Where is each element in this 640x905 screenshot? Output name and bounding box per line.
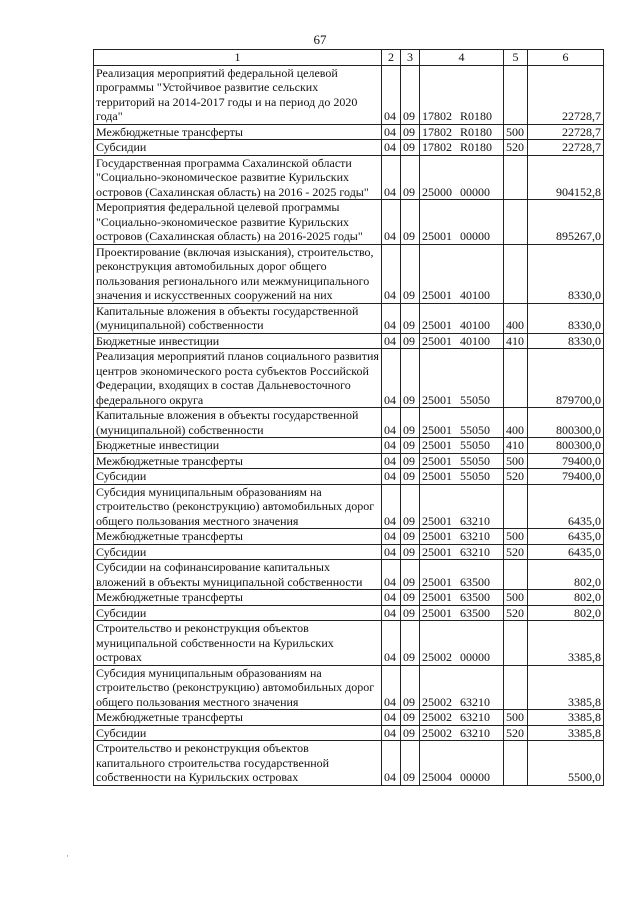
row-name: Межбюджетные трансферты [94, 590, 382, 606]
row-subsection: 09 [401, 710, 420, 726]
row-amount: 802,0 [528, 590, 604, 606]
table-row [94, 65, 604, 124]
row-subsection: 09 [401, 605, 420, 621]
row-section: 04 [382, 621, 401, 666]
row-direction-code: 00000 [460, 184, 490, 199]
row-program-code: 25001 [422, 544, 452, 559]
row-target-article [420, 590, 504, 606]
row-section: 04 [382, 349, 401, 408]
row-program-code: 25001 [422, 513, 452, 528]
row-direction-code: 40100 [460, 333, 490, 348]
row-amount: 802,0 [528, 605, 604, 621]
row-target-article [420, 349, 504, 408]
row-section: 04 [382, 140, 401, 156]
row-section: 04 [382, 200, 401, 245]
row-direction-code: 55050 [460, 422, 490, 437]
row-name: Субсидия муниципальным образованиям на строительство (реконструкцию) автомобильных дорог общего пользования местного значения [94, 665, 382, 710]
row-expense-type: 520 [504, 544, 528, 560]
row-program-code: 25001 [422, 574, 452, 589]
row-subsection: 09 [401, 124, 420, 140]
row-name: Субсидии [94, 140, 382, 156]
row-expense-type: 400 [504, 303, 528, 333]
row-target-article [420, 200, 504, 245]
table-row [94, 605, 604, 621]
row-direction-code: 55050 [460, 453, 490, 468]
row-direction-code: 63500 [460, 605, 490, 620]
row-program-code: 17802 [422, 109, 452, 123]
row-program-code: 25001 [422, 590, 452, 604]
row-amount: 79400,0 [528, 453, 604, 469]
row-direction-code: 40100 [460, 318, 490, 332]
row-program-code: 25001 [422, 392, 452, 407]
row-section: 04 [382, 408, 401, 438]
row-program-code: 25001 [422, 438, 452, 452]
row-section: 04 [382, 155, 401, 200]
row-amount: 904152,8 [528, 155, 604, 200]
row-name: Капитальные вложения в объекты государственной (муниципальной) собственности [94, 303, 382, 333]
row-expense-type: 500 [504, 710, 528, 726]
row-direction-code: 63210 [460, 529, 490, 543]
row-name: Субсидии [94, 725, 382, 741]
row-amount: 5500,0 [528, 741, 604, 786]
table-row [94, 529, 604, 545]
table-row [94, 560, 604, 590]
row-program-code: 25001 [422, 529, 452, 543]
row-program-code: 25002 [422, 710, 452, 724]
row-section: 04 [382, 544, 401, 560]
row-name: Капитальные вложения в объекты государственной (муниципальной) собственности [94, 408, 382, 438]
row-section: 04 [382, 725, 401, 741]
row-subsection: 09 [401, 155, 420, 200]
row-direction-code: 63210 [460, 694, 490, 709]
row-section: 04 [382, 741, 401, 786]
table-row [94, 725, 604, 741]
row-target-article [420, 453, 504, 469]
row-program-code: 25001 [422, 469, 452, 483]
row-program-code: 17802 [422, 140, 452, 154]
row-program-code: 25004 [422, 770, 452, 784]
table-row [94, 155, 604, 200]
row-name: Проектирование (включая изыскания), строительство, реконструкция автомобильных дорог общего пользования регионального или межмуниципального значения и искусственных сооружений на них [94, 244, 382, 303]
row-name: Бюджетные инвестиции [94, 438, 382, 454]
row-subsection: 09 [401, 65, 420, 124]
table-row [94, 665, 604, 710]
row-program-code: 25001 [422, 422, 452, 437]
table-row [94, 333, 604, 349]
row-section: 04 [382, 303, 401, 333]
row-amount: 3385,8 [528, 710, 604, 726]
row-direction-code: 63210 [460, 544, 490, 559]
row-section: 04 [382, 438, 401, 454]
row-expense-type: 410 [504, 333, 528, 349]
row-target-article [420, 544, 504, 560]
scan-mark: · [66, 851, 69, 861]
row-section: 04 [382, 333, 401, 349]
table-row [94, 349, 604, 408]
row-program-code: 25002 [422, 650, 452, 664]
row-target-article [420, 124, 504, 140]
row-expense-type [504, 484, 528, 529]
row-target-article [420, 560, 504, 590]
row-name: Межбюджетные трансферты [94, 529, 382, 545]
row-section: 04 [382, 65, 401, 124]
row-subsection: 09 [401, 560, 420, 590]
row-name: Субсидия муниципальным образованиям на строительство (реконструкцию) автомобильных дорог общего пользования местного значения [94, 484, 382, 529]
row-subsection: 09 [401, 140, 420, 156]
table-row [94, 303, 604, 333]
row-direction-code: 40100 [460, 288, 490, 302]
row-direction-code: R0180 [460, 109, 493, 123]
row-section: 04 [382, 484, 401, 529]
row-subsection: 09 [401, 303, 420, 333]
row-program-code: 17802 [422, 124, 452, 139]
row-section: 04 [382, 469, 401, 485]
row-expense-type [504, 65, 528, 124]
row-name: Государственная программа Сахалинской области "Социально-экономическое развитие Курильских островов (Сахалинская область) на 2016 - 2025 годы" [94, 155, 382, 200]
row-amount: 22728,7 [528, 140, 604, 156]
table-row [94, 710, 604, 726]
row-program-code: 25001 [422, 333, 452, 348]
row-target-article [420, 605, 504, 621]
row-expense-type [504, 665, 528, 710]
row-direction-code: 63210 [460, 725, 490, 740]
row-target-article [420, 65, 504, 124]
row-program-code: 25002 [422, 694, 452, 709]
row-name: Межбюджетные трансферты [94, 453, 382, 469]
row-name: Мероприятия федеральной целевой программы "Социально-экономическое развитие Курильских островов (Сахалинская область) на 2016-2025 годы" [94, 200, 382, 245]
row-name: Субсидии [94, 544, 382, 560]
row-subsection: 09 [401, 349, 420, 408]
row-expense-type [504, 560, 528, 590]
row-program-code: 25001 [422, 318, 452, 332]
row-section: 04 [382, 605, 401, 621]
table-row [94, 469, 604, 485]
row-amount: 6435,0 [528, 484, 604, 529]
header-col-2: 2 [382, 50, 401, 66]
header-col-3: 3 [401, 50, 420, 66]
row-subsection: 09 [401, 469, 420, 485]
row-name: Строительство и реконструкция объектов капитального строительства государственной собственности на Курильских островах [94, 741, 382, 786]
table-row [94, 453, 604, 469]
table-row [94, 200, 604, 245]
row-expense-type: 520 [504, 725, 528, 741]
row-name: Строительство и реконструкция объектов муниципальной собственности на Курильских островах [94, 621, 382, 666]
row-name: Субсидии [94, 469, 382, 485]
row-name: Субсидии [94, 605, 382, 621]
row-subsection: 09 [401, 484, 420, 529]
row-subsection: 09 [401, 665, 420, 710]
header-col-6: 6 [528, 50, 604, 66]
budget-table [93, 49, 604, 786]
row-subsection: 09 [401, 453, 420, 469]
table-row [94, 590, 604, 606]
row-target-article [420, 333, 504, 349]
row-subsection: 09 [401, 529, 420, 545]
table-row [94, 408, 604, 438]
row-subsection: 09 [401, 725, 420, 741]
row-direction-code: 63500 [460, 574, 490, 589]
row-target-article [420, 725, 504, 741]
row-program-code: 25001 [422, 288, 452, 302]
row-section: 04 [382, 529, 401, 545]
row-amount: 800300,0 [528, 438, 604, 454]
table-row [94, 621, 604, 666]
row-direction-code: 63210 [460, 513, 490, 528]
row-section: 04 [382, 244, 401, 303]
row-direction-code: 55050 [460, 438, 490, 452]
header-col-5: 5 [504, 50, 528, 66]
row-expense-type: 500 [504, 590, 528, 606]
row-amount: 3385,8 [528, 665, 604, 710]
row-target-article [420, 621, 504, 666]
row-target-article [420, 741, 504, 786]
row-subsection: 09 [401, 333, 420, 349]
row-expense-type: 410 [504, 438, 528, 454]
table-row [94, 544, 604, 560]
row-expense-type: 520 [504, 140, 528, 156]
row-amount: 8330,0 [528, 303, 604, 333]
row-expense-type: 520 [504, 605, 528, 621]
row-expense-type [504, 244, 528, 303]
row-subsection: 09 [401, 408, 420, 438]
row-amount: 8330,0 [528, 333, 604, 349]
row-expense-type [504, 155, 528, 200]
row-amount: 79400,0 [528, 469, 604, 485]
row-target-article [420, 155, 504, 200]
row-target-article [420, 303, 504, 333]
row-amount: 3385,8 [528, 621, 604, 666]
row-direction-code: 00000 [460, 229, 490, 243]
row-name: Межбюджетные трансферты [94, 710, 382, 726]
row-amount: 802,0 [528, 560, 604, 590]
row-direction-code: 55050 [460, 392, 490, 407]
table-row [94, 438, 604, 454]
row-expense-type: 520 [504, 469, 528, 485]
row-amount: 3385,8 [528, 725, 604, 741]
row-expense-type: 400 [504, 408, 528, 438]
row-target-article [420, 469, 504, 485]
header-col-4: 4 [420, 50, 504, 66]
row-direction-code: 00000 [460, 650, 490, 664]
row-direction-code: 55050 [460, 469, 490, 483]
row-amount: 6435,0 [528, 544, 604, 560]
row-amount: 879700,0 [528, 349, 604, 408]
row-target-article [420, 244, 504, 303]
row-target-article [420, 438, 504, 454]
row-section: 04 [382, 590, 401, 606]
row-section: 04 [382, 560, 401, 590]
table-row [94, 140, 604, 156]
row-amount: 895267,0 [528, 200, 604, 245]
row-target-article [420, 408, 504, 438]
header-col-1: 1 [94, 50, 382, 66]
table-row [94, 484, 604, 529]
table-row [94, 741, 604, 786]
row-expense-type: 500 [504, 529, 528, 545]
row-subsection: 09 [401, 621, 420, 666]
row-target-article [420, 140, 504, 156]
row-amount: 800300,0 [528, 408, 604, 438]
page-number: 67 [313, 32, 327, 47]
row-section: 04 [382, 710, 401, 726]
row-subsection: 09 [401, 544, 420, 560]
table-row [94, 244, 604, 303]
row-target-article [420, 529, 504, 545]
row-subsection: 09 [401, 590, 420, 606]
table-row [94, 124, 604, 140]
row-name: Реализация мероприятий планов социального развития центров экономического роста субъектов Российской Федерации, входящих в состав Дальневосточного федерального округа [94, 349, 382, 408]
row-program-code: 25000 [422, 184, 452, 199]
row-program-code: 25001 [422, 453, 452, 468]
row-expense-type [504, 200, 528, 245]
row-subsection: 09 [401, 741, 420, 786]
row-target-article [420, 710, 504, 726]
table-header-row [94, 50, 604, 66]
row-direction-code: 63210 [460, 710, 490, 724]
row-expense-type: 500 [504, 453, 528, 469]
row-subsection: 09 [401, 200, 420, 245]
row-target-article [420, 665, 504, 710]
row-amount: 22728,7 [528, 65, 604, 124]
row-name: Межбюджетные трансферты [94, 124, 382, 140]
row-direction-code: 00000 [460, 770, 490, 784]
row-amount: 8330,0 [528, 244, 604, 303]
row-direction-code: R0180 [460, 124, 493, 139]
row-expense-type [504, 741, 528, 786]
row-program-code: 25001 [422, 229, 452, 243]
row-amount: 22728,7 [528, 124, 604, 140]
row-target-article [420, 484, 504, 529]
row-name: Реализация мероприятий федеральной целевой программы "Устойчивое развитие сельских территорий на 2014-2017 годы и на период до 2020 года" [94, 65, 382, 124]
row-direction-code: 63500 [460, 590, 490, 604]
row-expense-type: 500 [504, 124, 528, 140]
row-section: 04 [382, 453, 401, 469]
row-expense-type [504, 349, 528, 408]
row-direction-code: R0180 [460, 140, 493, 154]
row-program-code: 25001 [422, 605, 452, 620]
row-section: 04 [382, 124, 401, 140]
row-subsection: 09 [401, 244, 420, 303]
row-section: 04 [382, 665, 401, 710]
row-program-code: 25002 [422, 725, 452, 740]
row-subsection: 09 [401, 438, 420, 454]
row-name: Субсидии на софинансирование капитальных вложений в объекты муниципальной собственности [94, 560, 382, 590]
row-name: Бюджетные инвестиции [94, 333, 382, 349]
row-amount: 6435,0 [528, 529, 604, 545]
row-expense-type [504, 621, 528, 666]
